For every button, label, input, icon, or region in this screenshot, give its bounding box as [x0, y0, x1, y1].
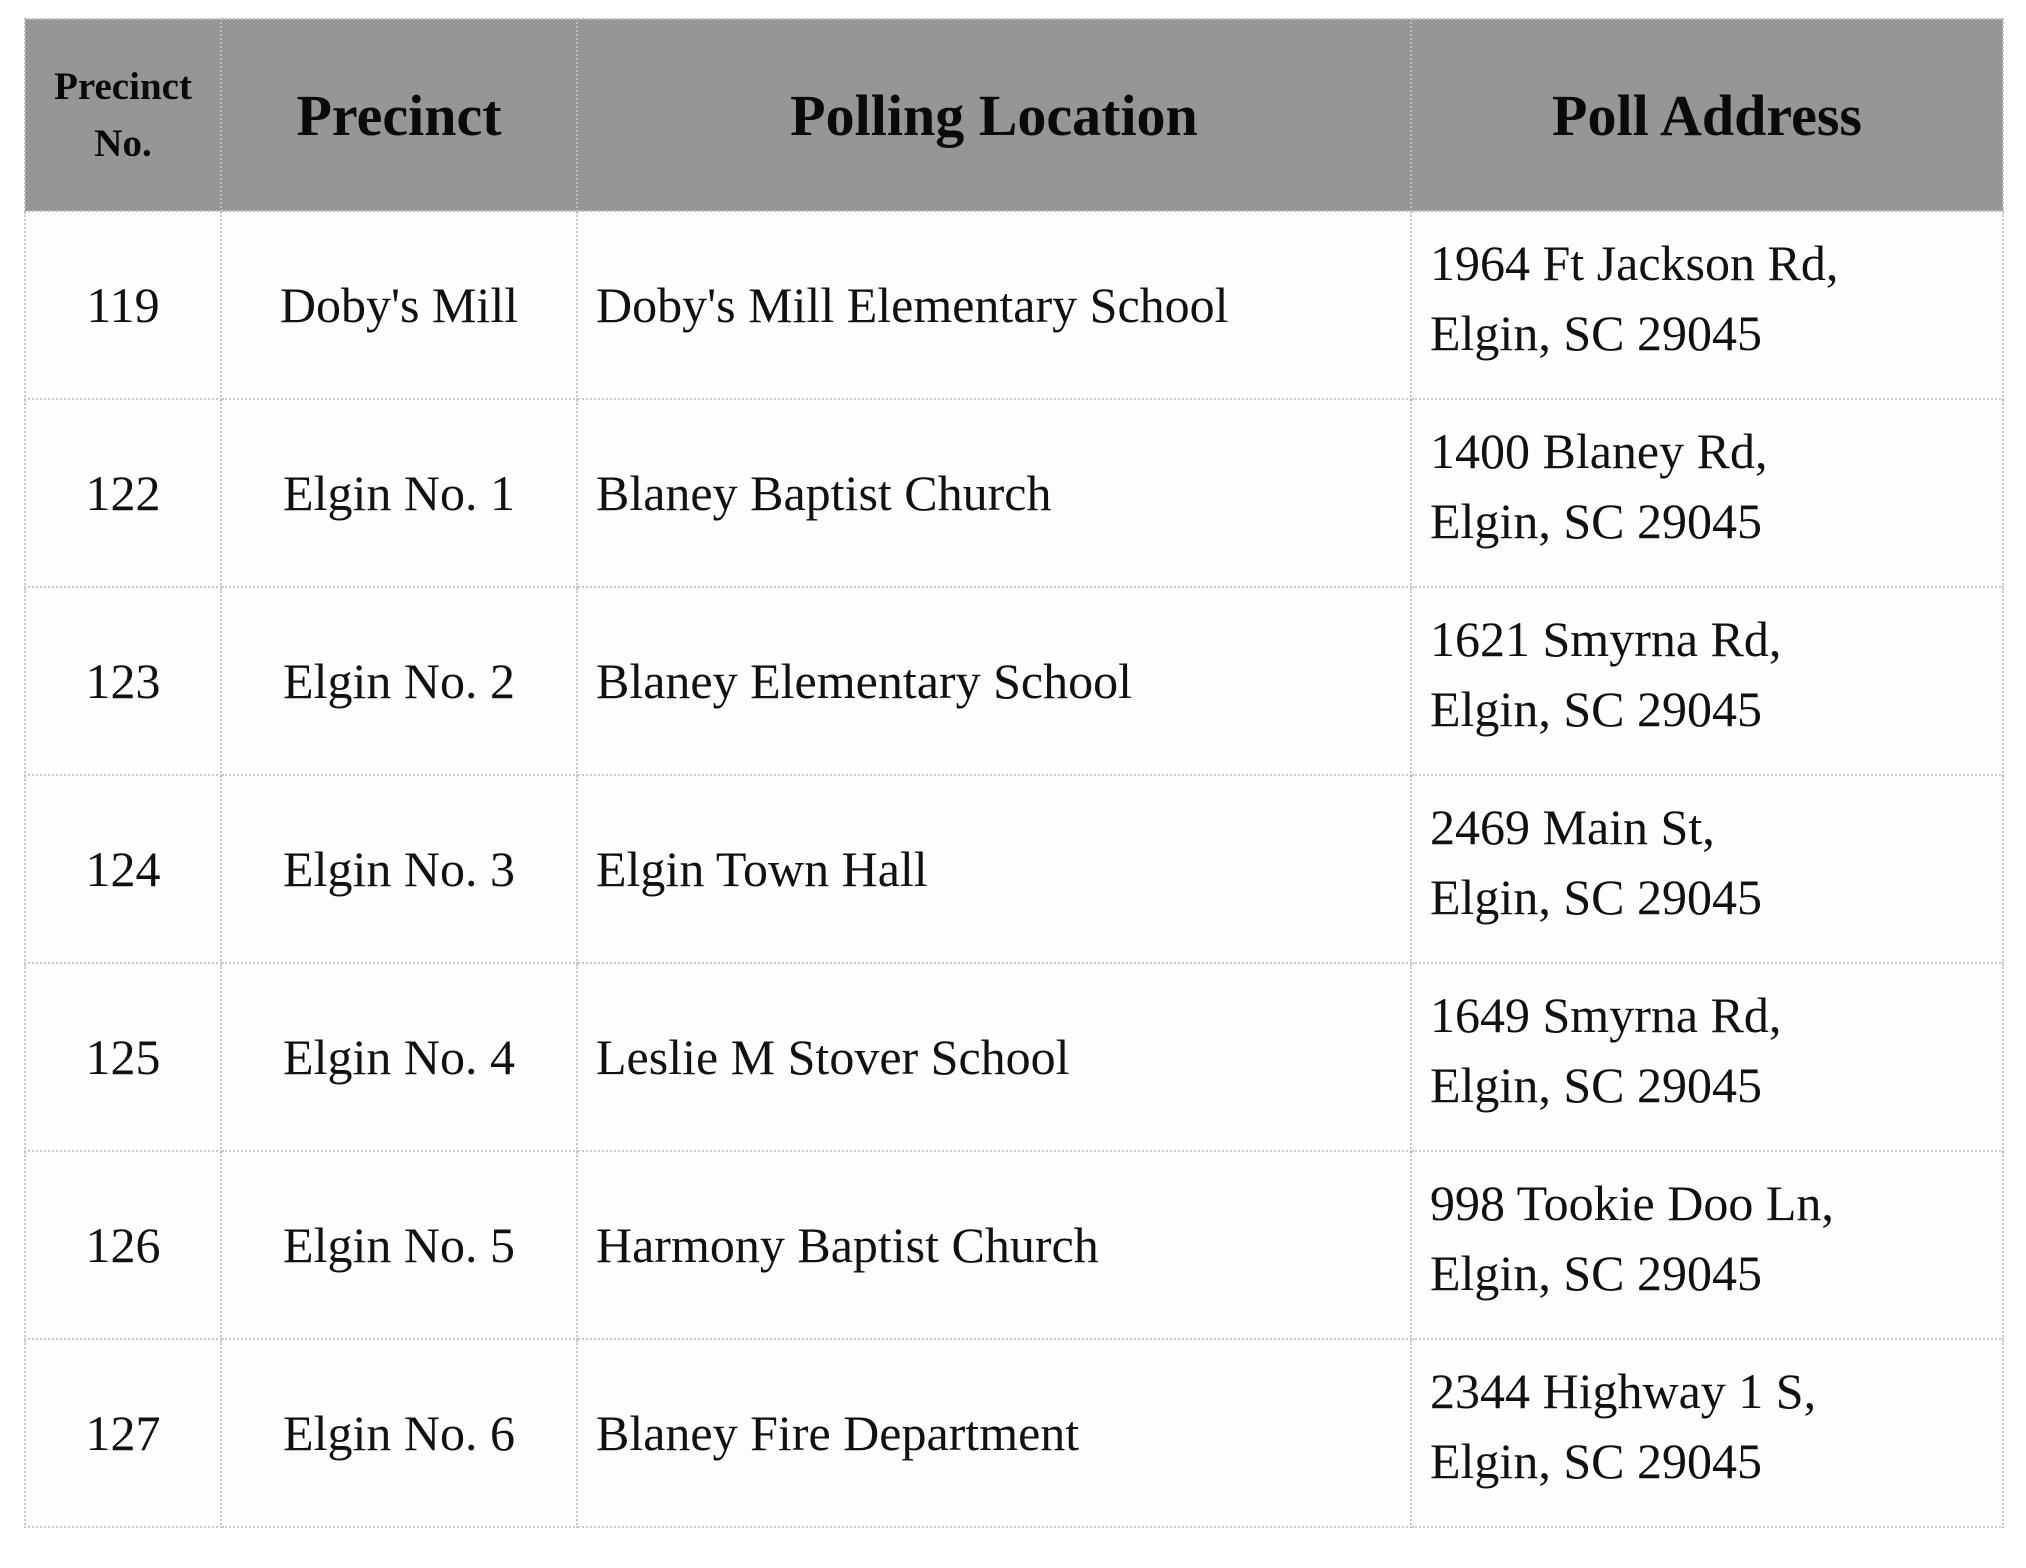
address-line-1: 1649 Smyrna Rd,: [1430, 987, 1782, 1043]
cell-precinct: Elgin No. 2: [221, 587, 577, 775]
cell-polling-location: Harmony Baptist Church: [577, 1151, 1411, 1339]
cell-poll-address: [1411, 587, 2003, 775]
cell-poll-address: [1411, 775, 2003, 963]
cell-precinct-no: 126: [25, 1151, 221, 1339]
header-precinct-no-line1: Precinct: [54, 65, 192, 108]
table-row: [25, 963, 2003, 1151]
table-row: [25, 1151, 2003, 1339]
cell-precinct-no: 123: [25, 587, 221, 775]
address-line-1: 1400 Blaney Rd,: [1430, 423, 1768, 479]
address-line-1: 2344 Highway 1 S,: [1430, 1363, 1817, 1419]
header-row: [25, 19, 2003, 211]
address-line-1: 1964 Ft Jackson Rd,: [1430, 235, 1839, 291]
address-line-1: 1621 Smyrna Rd,: [1430, 611, 1782, 667]
header-precinct-no-line2: No.: [94, 122, 152, 165]
cell-precinct-no: 124: [25, 775, 221, 963]
cell-polling-location: Blaney Baptist Church: [577, 399, 1411, 587]
cell-poll-address: [1411, 211, 2003, 399]
cell-polling-location: Leslie M Stover School: [577, 963, 1411, 1151]
table-row: [25, 587, 2003, 775]
header-precinct: Precinct: [221, 19, 577, 211]
address-line-2: Elgin, SC 29045: [1430, 681, 1762, 737]
table-body: [25, 211, 2003, 1527]
cell-precinct: Elgin No. 1: [221, 399, 577, 587]
cell-precinct-no: 122: [25, 399, 221, 587]
cell-polling-location: Blaney Elementary School: [577, 587, 1411, 775]
table-row: [25, 399, 2003, 587]
cell-precinct-no: 125: [25, 963, 221, 1151]
cell-precinct: Elgin No. 5: [221, 1151, 577, 1339]
precinct-table-container: [24, 18, 2002, 1528]
address-line-1: 998 Tookie Doo Ln,: [1430, 1175, 1834, 1231]
address-line-2: Elgin, SC 29045: [1430, 493, 1762, 549]
address-line-2: Elgin, SC 29045: [1430, 1057, 1762, 1113]
header-poll-address: Poll Address: [1411, 19, 2003, 211]
address-line-2: Elgin, SC 29045: [1430, 305, 1762, 361]
cell-poll-address: [1411, 1339, 2003, 1527]
cell-polling-location: Doby's Mill Elementary School: [577, 211, 1411, 399]
cell-precinct-no: 119: [25, 211, 221, 399]
table-row: [25, 775, 2003, 963]
header-polling-location: Polling Location: [577, 19, 1411, 211]
address-line-2: Elgin, SC 29045: [1430, 1245, 1762, 1301]
cell-poll-address: [1411, 963, 2003, 1151]
precinct-table: [24, 18, 2004, 1528]
header-precinct-no: [25, 19, 221, 211]
cell-polling-location: Elgin Town Hall: [577, 775, 1411, 963]
table-row: [25, 211, 2003, 399]
cell-precinct: Doby's Mill: [221, 211, 577, 399]
address-line-2: Elgin, SC 29045: [1430, 869, 1762, 925]
cell-precinct-no: 127: [25, 1339, 221, 1527]
address-line-2: Elgin, SC 29045: [1430, 1433, 1762, 1489]
address-line-1: 2469 Main St,: [1430, 799, 1715, 855]
table-row: [25, 1339, 2003, 1527]
cell-poll-address: [1411, 399, 2003, 587]
cell-poll-address: [1411, 1151, 2003, 1339]
table-header: [25, 19, 2003, 211]
cell-precinct: Elgin No. 6: [221, 1339, 577, 1527]
cell-precinct: Elgin No. 3: [221, 775, 577, 963]
cell-precinct: Elgin No. 4: [221, 963, 577, 1151]
cell-polling-location: Blaney Fire Department: [577, 1339, 1411, 1527]
